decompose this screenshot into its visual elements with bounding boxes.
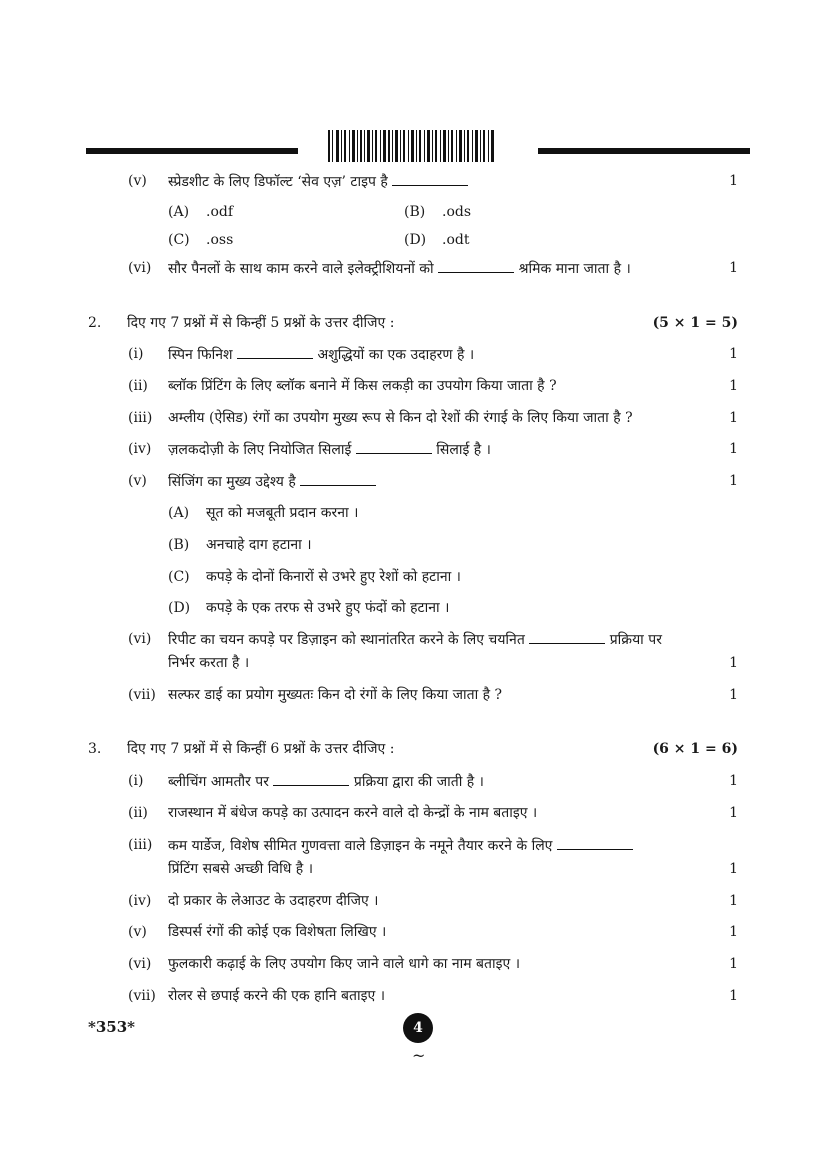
question-number: 3. (88, 741, 102, 757)
question-instruction: दिए गए 7 प्रश्नों में से किन्हीं 6 प्रश्नों के उत्तर दीजिए : (127, 741, 395, 757)
option-b: (B) .ods (404, 204, 472, 220)
item-number: (vi) (128, 260, 152, 276)
answer-blank (392, 171, 468, 186)
question-number: 2. (88, 315, 102, 331)
option-c: (C) .oss (168, 232, 234, 248)
answer-blank (300, 471, 376, 486)
answer-blank (273, 771, 349, 786)
item-marks: 1 (729, 260, 738, 276)
item-number: (v) (128, 173, 147, 189)
item-marks: 1 (729, 173, 738, 189)
page-tilde: ~ (412, 1046, 426, 1065)
paper-code: *353* (88, 1018, 135, 1036)
header-rule-right (538, 148, 750, 154)
answer-blank (438, 258, 514, 273)
barcode (328, 130, 496, 162)
answer-blank (529, 629, 605, 644)
option-d: (D) .odt (404, 232, 470, 248)
answer-blank (356, 439, 432, 454)
question-marks-total: (6 × 1 = 6) (652, 741, 738, 757)
answer-blank (237, 344, 313, 359)
option-a: (A) .odf (168, 204, 234, 220)
header-rule-left (86, 148, 298, 154)
question-marks-total: (5 × 1 = 5) (652, 315, 738, 331)
question-instruction: दिए गए 7 प्रश्नों में से किन्हीं 5 प्रश्नों के उत्तर दीजिए : (127, 315, 395, 331)
item-text: स्प्रेडशीट के लिए डिफॉल्ट ‘सेव एज़’ टाइप है (168, 174, 388, 190)
answer-blank (557, 835, 633, 850)
page-number: 4 (403, 1013, 433, 1043)
